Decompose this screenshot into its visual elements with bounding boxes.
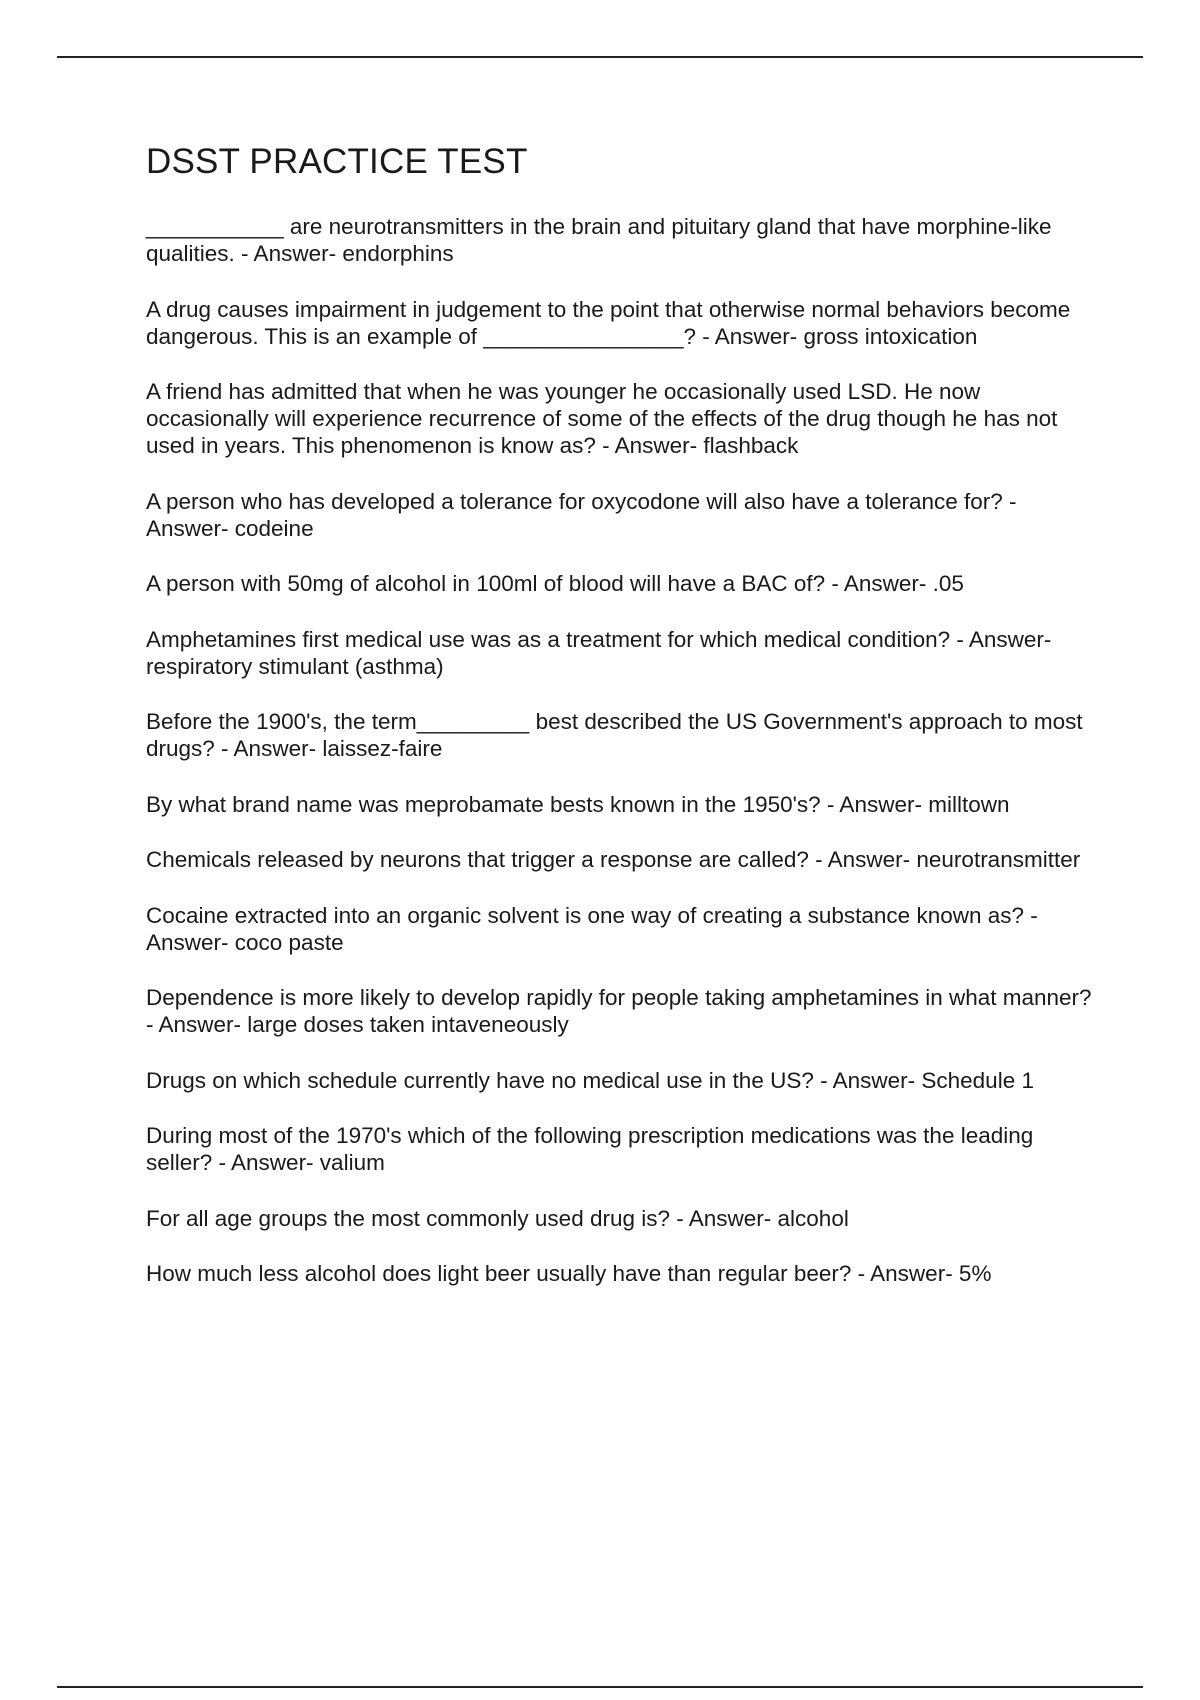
page-content [146, 142, 1096, 1316]
question-item: Chemicals released by neurons that trigger a response are called? - Answer- neurotransmitter [146, 847, 1081, 872]
question-item: Drugs on which schedule currently have no medical use in the US? - Answer- Schedule 1 [146, 1067, 1034, 1093]
question-list [146, 213, 1096, 1287]
question-item: A drug causes impairment in judgement to the point that otherwise normal behaviors become dangerous. This is an example of ________________? - Answer- gross intoxication [146, 296, 1077, 349]
question-item: Dependence is more likely to develop rapidly for people taking amphetamines in what manner? - Answer- large doses taken intaveneously [146, 985, 1098, 1037]
question-item: ___________ are neurotransmitters in the brain and pituitary gland that have morphine-like qualities. - Answer- endorphins [146, 214, 1058, 266]
question-item: How much less alcohol does light beer usually have than regular beer? - Answer- 5% [146, 1261, 992, 1286]
question-item: For all age groups the most commonly used drug is? - Answer- alcohol [146, 1205, 849, 1231]
page-title: DSST PRACTICE TEST [146, 142, 528, 181]
question-item: Cocaine extracted into an organic solvent is one way of creating a substance known as? - Answer- coco paste [146, 902, 1043, 955]
question-item: A friend has admitted that when he was younger he occasionally used LSD. He now occasionally will experience recurrence of some of the effects of the drug though he has not used in years. This phenomenon is know as? - Answer- flashback [146, 379, 1064, 458]
question-item: Before the 1900's, the term_________ best described the US Government's approach to most drugs? - Answer- laissez-faire [146, 709, 1089, 761]
top-rule [57, 56, 1143, 58]
question-item: Amphetamines first medical use was as a treatment for which medical condition? - Answer- respiratory stimulant (asthma) [146, 626, 1058, 679]
question-item: A person who has developed a tolerance for oxycodone will also have a tolerance for? - Answer- codeine [146, 488, 1022, 541]
question-item: During most of the 1970's which of the following prescription medications was the leading seller? - Answer- valium [146, 1123, 1040, 1175]
bottom-rule [57, 1686, 1143, 1688]
question-item: A person with 50mg of alcohol in 100ml of blood will have a BAC of? - Answer- .05 [146, 571, 964, 596]
question-item: By what brand name was meprobamate bests known in the 1950's? - Answer- milltown [146, 791, 1010, 817]
